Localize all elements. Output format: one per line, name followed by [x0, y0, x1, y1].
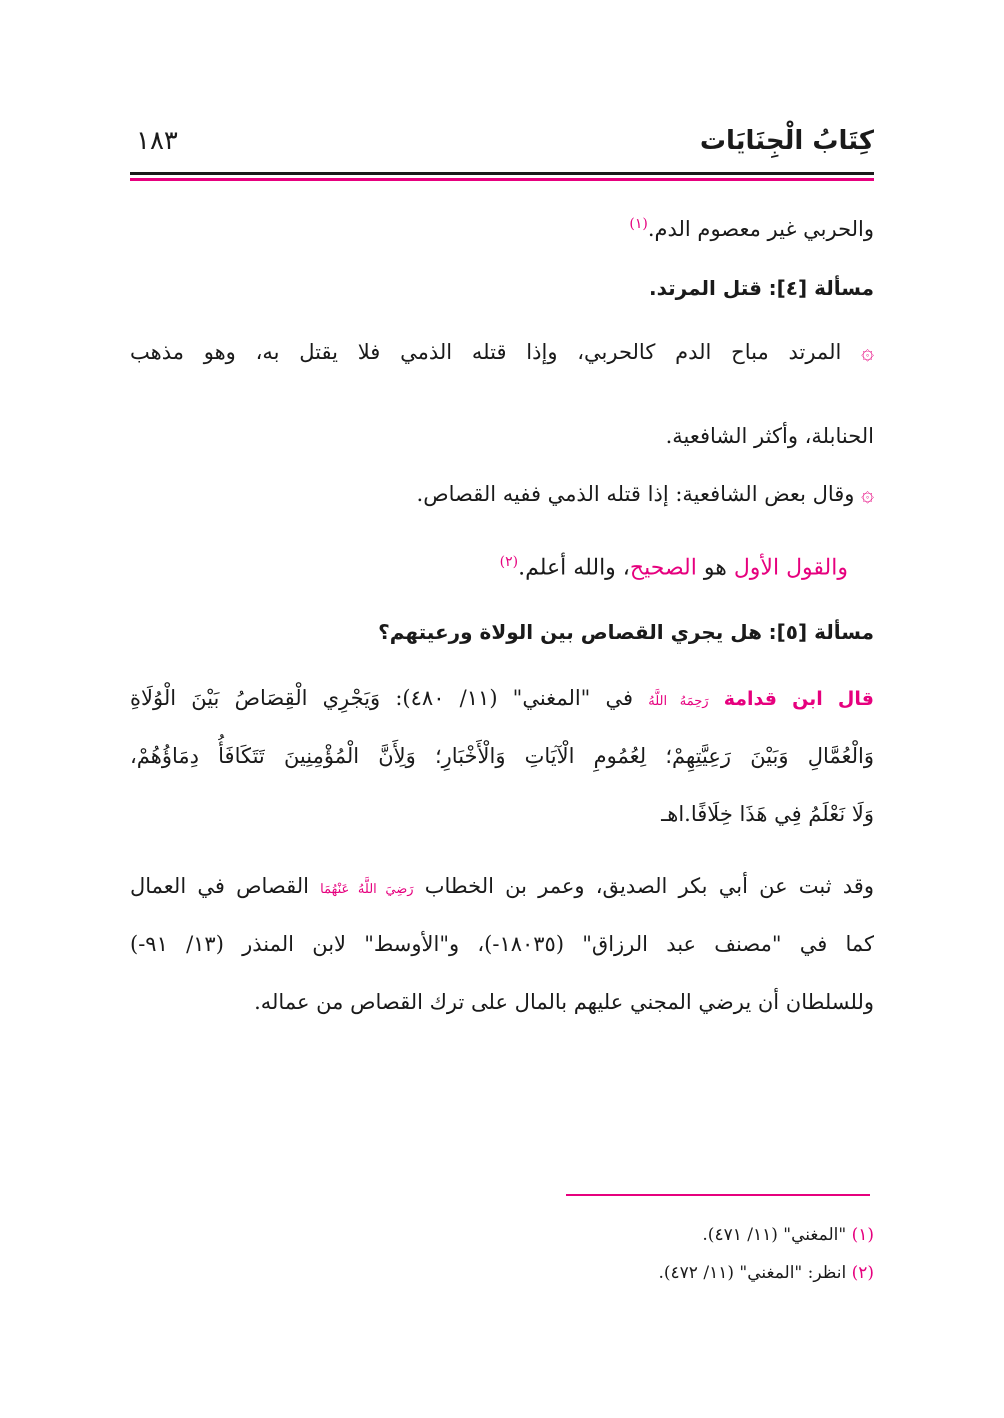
paragraph-line: [130, 478, 874, 511]
chapter-title: كِتَابُ الْجِنَايَات: [699, 126, 874, 156]
text-span: وللسلطان أن يرضي المجني عليهم بالمال على ترك القصاص من عماله.: [254, 990, 874, 1014]
text-span: والحربي غير معصوم الدم.: [647, 217, 874, 241]
text-span: وَلَا نَعْلَمُ فِي هَذَا خِلَافًا.اهـ: [661, 802, 874, 826]
text-span: المرتد مباح الدم كالحربي، وإذا قتله الذمي فلا يقتل به، وهو مذهب: [130, 340, 842, 364]
text-line: [130, 208, 874, 245]
verdict-text: هو: [703, 555, 727, 581]
issue-title: قتل المرتد.: [649, 276, 762, 300]
header-rule-pink: [130, 178, 874, 181]
paragraph-line: [130, 420, 874, 452]
paragraph-line: [130, 870, 874, 906]
footnote-number: (١): [851, 1225, 874, 1245]
quote-line: [130, 682, 874, 718]
issue-label: مسألة [٥]:: [768, 620, 874, 644]
issue-label: مسألة [٤]:: [768, 276, 874, 300]
footnote: [702, 1222, 874, 1248]
verdict-line: [130, 546, 848, 584]
page-number: ١٨٣: [136, 126, 178, 156]
text-span: الحنابلة، وأكثر الشافعية.: [665, 424, 874, 448]
footnote-text: انظر: "المغني" (١١/ ٤٧٢).: [658, 1263, 847, 1283]
paragraph-line: [130, 986, 874, 1018]
text-span: في "المغني" (١١/ ٤٨٠): وَيَجْرِي الْقِصَاصُ بَيْنَ الْوُلَاةِ: [130, 686, 634, 710]
footnote: [658, 1260, 874, 1286]
footnote-number: (٢): [851, 1263, 874, 1283]
text-span: القصاص في العمال: [130, 874, 309, 898]
verdict-highlight: الصحيح: [629, 555, 697, 581]
quote-speaker: قال ابن قدامة: [723, 688, 874, 710]
issue-heading: [130, 272, 874, 304]
honorific-glyph: رَحِمَهُ اللَّهُ: [648, 694, 709, 709]
text-span: وَالْعُمَّالِ وَبَيْنَ رَعِيَّتِهِمْ؛ لِعُمُومِ الْآيَاتِ وَالْأَخْبَارِ؛ وَلِأَنَّ الْمُؤْمِنِينَ تَتَكَافَأُ دِمَاؤُهُمْ،: [130, 744, 874, 768]
flower-ornament-icon: ۞: [861, 340, 874, 365]
footnote-ref: (١): [629, 216, 648, 232]
footnote-separator: [566, 1194, 870, 1196]
issue-heading: [130, 616, 874, 648]
text-span: وقال بعض الشافعية: إذا قتله الذمي ففيه القصاص.: [416, 482, 855, 506]
header-rule-black: [130, 172, 874, 175]
verdict-highlight: والقول الأول: [733, 555, 848, 581]
quote-line: [130, 798, 874, 830]
issue-title: هل يجري القصاص بين الولاة ورعيتهم؟: [378, 620, 762, 644]
paragraph-line: [130, 336, 874, 369]
page-header: [130, 126, 874, 170]
text-span: وقد ثبت عن أبي بكر الصديق، وعمر بن الخطاب: [424, 874, 874, 898]
flower-ornament-icon: ۞: [861, 482, 874, 507]
footnote-text: "المغني" (١١/ ٤٧١).: [702, 1225, 847, 1245]
paragraph-line: [130, 928, 874, 960]
quote-line: [130, 740, 874, 772]
honorific-glyph: رَضِيَ اللَّهُ عَنْهُمَا: [320, 882, 414, 897]
footnote-ref: (٢): [499, 554, 519, 570]
verdict-text: ، والله أعلم.: [518, 555, 630, 581]
book-page: [130, 0, 874, 1418]
text-span: كما في "مصنف عبد الرزاق" (١٨٠٣٥-)، و"الأوسط" لابن المنذر (١٣/ ٩١-): [130, 932, 874, 956]
